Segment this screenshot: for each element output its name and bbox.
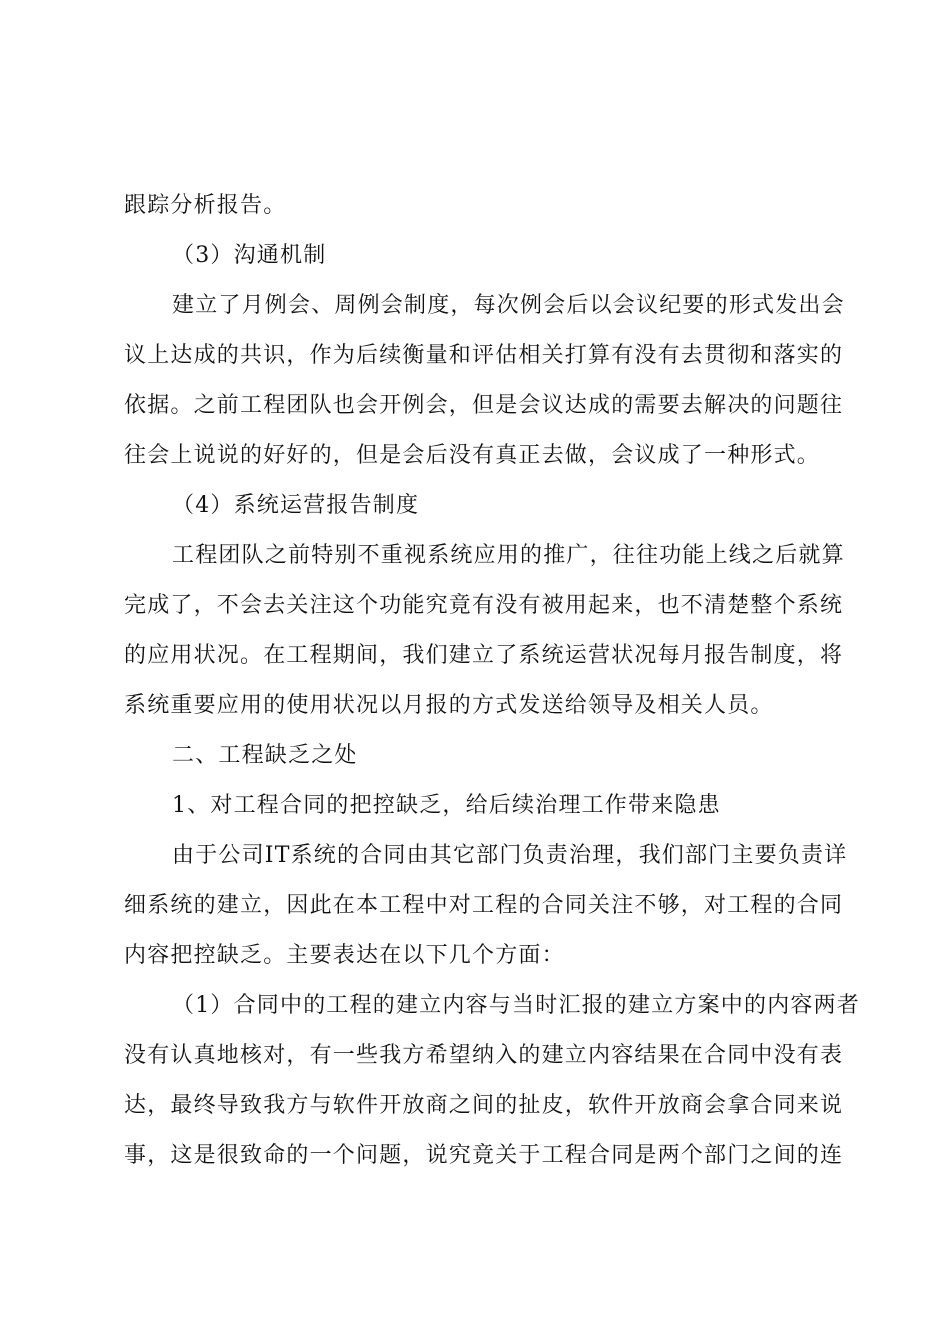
section-heading: （3）沟通机制	[172, 243, 327, 268]
paragraph-line: 完成了，不会去关注这个功能究竟有没有被用起来，也不清楚整个系统	[124, 593, 844, 618]
paragraph-line: 跟踪分析报告。	[124, 193, 287, 218]
subsection-heading: 1、对工程合同的把控缺乏，给后续治理工作带来隐患	[172, 793, 721, 818]
paragraph-line: 工程团队之前特别不重视系统应用的推广，往往功能上线之后就算	[172, 543, 845, 568]
paragraph-line: 建立了月例会、周例会制度，每次例会后以会议纪要的形式发出会	[172, 293, 845, 318]
paragraph-line: 达，最终导致我方与软件开放商之间的扯皮，软件开放商会拿合同来说	[124, 1093, 844, 1118]
paragraph-line: 事，这是很致命的一个问题，说究竟关于工程合同是两个部门之间的连	[124, 1143, 844, 1168]
paragraph-line: 没有认真地核对，有一些我方希望纳入的建立内容结果在合同中没有表	[124, 1043, 844, 1068]
paragraph-line: （1）合同中的工程的建立内容与当时汇报的建立方案中的内容两者	[172, 993, 860, 1018]
section-heading: 二、工程缺乏之处	[172, 743, 358, 768]
section-heading: （4）系统运营报告制度	[172, 493, 420, 518]
paragraph-line: 细系统的建立，因此在本工程中对工程的合同关注不够，对工程的合同	[124, 893, 844, 918]
paragraph-line: 的应用状况。在工程期间，我们建立了系统运营状况每月报告制度，将	[124, 643, 844, 668]
paragraph-line: 依据。之前工程团队也会开例会，但是会议达成的需要去解决的问题往	[124, 393, 844, 418]
paragraph-line: 议上达成的共识，作为后续衡量和评估相关打算有没有去贯彻和落实的	[124, 343, 844, 368]
paragraph-line: 内容把控缺乏。主要表达在以下几个方面：	[124, 943, 565, 968]
paragraph-line: 由于公司IT系统的合同由其它部门负责治理，我们部门主要负责详	[172, 843, 848, 868]
paragraph-line: 系统重要应用的使用状况以月报的方式发送给领导及相关人员。	[124, 693, 774, 718]
paragraph-line: 往会上说说的好好的，但是会后没有真正去做，会议成了一种形式。	[124, 443, 821, 468]
